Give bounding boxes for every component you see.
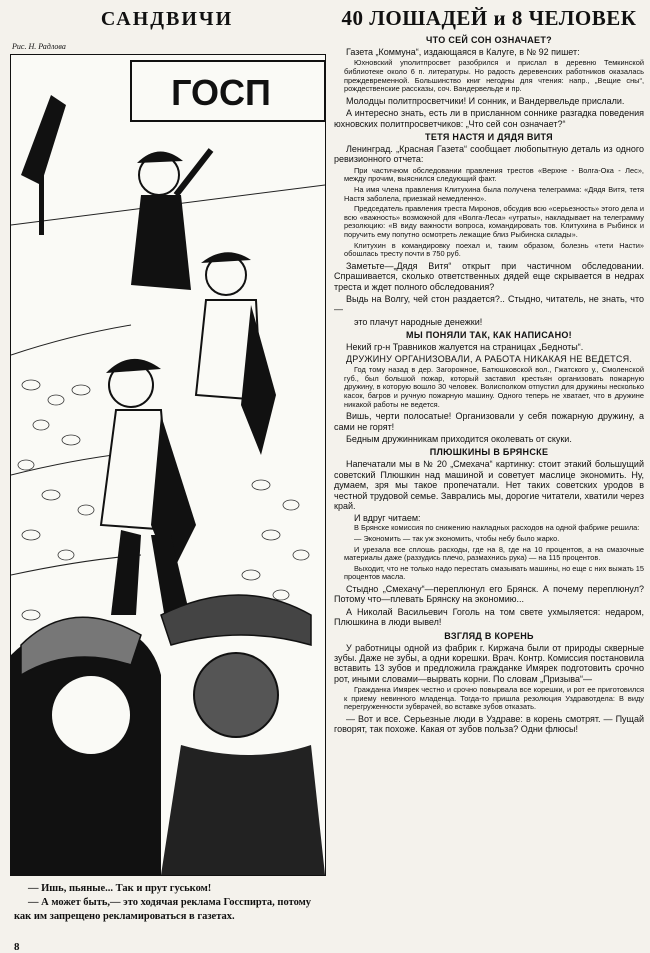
paragraph: Вишь, черти полосатые! Организовали у себя пожарную дружину, а сами не горят! [334, 411, 644, 432]
section-heading: ТЕТЯ НАСТЯ И ДЯДЯ ВИТЯ [425, 132, 553, 142]
paragraph: А интересно знать, есть ли в присланном соннике разгадка поведения юхновских политпросветчиков: „Что сей сон означает?“ [334, 108, 644, 129]
paragraph: Напечатали мы в № 20 „Смехача“ картинку: стоит этакий большущий советский Плюшкин над машиной и советует маслице экономить. Ну, думаем, зря мы такое пропечатали. Нет таких советских уродов в честной трудовой семье. Заврались мы, дорогие читатели, хватили через край. [334, 459, 644, 511]
section-heading: ВЗГЛЯД В КОРЕНЬ [444, 630, 534, 641]
left-column [8, 6, 326, 953]
caption-line: — А может быть,— это ходячая реклама Госспирта, потому как им запрещено рекламироваться в газетах. [14, 897, 312, 922]
quotation: Председатель правления треста Миронов, обсудив всю «серьезность» этого дела и всю «важность» возможной для «Волга-Леса» «утраты», накладывает на телеграмму резолюцию: «В виду важности вопроса, командировать тов. Клитухина в Рыбинск и поручить ему попутно осмотреть лежащие близ Рыбинска склады». [344, 204, 644, 239]
section-aunt-uncle [334, 132, 644, 327]
quotation: На имя члена правления Клитухина была получена телеграмма: «Дядя Витя, тетя Настя заболела, приезжай немедленно». [344, 185, 644, 203]
paragraph: Некий гр-н Травников жалуется на страницах „Бедноты“. [346, 341, 584, 352]
paragraph: Газета „Коммуна“, издающаяся в Калуге, в № 92 пишет: [346, 47, 580, 57]
quotation: Год тому назад в дер. Загорожное, Батюшковской вол., Гжатского у., Смоленской губ., был большой пожар, который заставил крестьян организовать пожарную дружину, в которую вошло 30 человек. Волисполком отпустил для дружины несколько касок, багров и ручную пожарную машину. Одного теперь не хватает, что в дружине никакой работы не ведется. [344, 365, 644, 409]
paragraph: Стыдно „Смехачу“—переплюнул его Брянск. А почему переплюнул? Потому что—плевать Брянску на экономию... [334, 583, 644, 605]
page-number: 8 [14, 941, 20, 953]
section-heading: ЧТО СЕЙ СОН ОЗНАЧАЕТ? [426, 35, 552, 45]
quotation: Выходит, что не только надо перестать смазывать машины, но еще с них выжать 15 процентов масла. [344, 563, 644, 582]
paragraph: Выдь на Волгу, чей стон раздается?.. Стыдно, читатель, не знать, что— [334, 293, 644, 315]
paragraph: это плачут народные денежки! [354, 316, 483, 327]
paragraph: — Вот и все. Серьезные люди в Уздраве: в корень смотрят. — Пущай говорят, так похоже. Какая от зубов польза? Одни флюсы! [334, 714, 644, 735]
paragraph: Ленинград. „Красная Газета“ сообщает любопытную деталь из одного ревизионного отчета: [334, 144, 644, 165]
section-root [334, 631, 644, 735]
paragraph: И вдруг читаем: [354, 513, 421, 524]
section-plyushkins [334, 447, 644, 627]
quotation: И урезала все сплошь расходы, где на 8, где на 10 процентов, а на смазочные материалы даже (раззудись плечо, размахнись рука) — на 115 процентов. [344, 544, 644, 563]
quotation: В Брянске комиссия по снижению накладных расходов на одной фабрике решила: [354, 523, 640, 533]
quotation: Гражданка Имярек честно и срочно повырвала все корешки, и рот ее приготовился к приему невинного младенца. Тогда-то пришла резолюция Уздравотдела: В виду перегруженности зубврачей, во вставке зубов отказать. [344, 685, 644, 712]
quotation: При частичном обследовании правления трестов «Верхне - Волга-Ока - Лес», между прочим, выяснился следующий факт. [344, 165, 644, 184]
cartoon-drawing [11, 55, 325, 875]
section-heading: ПЛЮШКИНЫ В БРЯНСКЕ [429, 447, 549, 458]
quotation: Юхновский уполитпросвет разобрился и прислал в деревню Темкинской библиотеке около 6 п. литературы. Но радость деревенских работников оказалась преждевременной. Большинство книг негодны для чтения: напр., „Вещие сны“, рождественские рассказы, соч. Вандервельде и пр. [344, 58, 644, 94]
cartoon-caption [14, 882, 324, 924]
section-subheading: ДРУЖИНУ ОРГАНИЗОВАЛИ, А РАБОТА НИКАКАЯ НЕ ВЕДЕТСЯ. [346, 354, 632, 365]
paragraph: Молодцы политпросветчики! И сонник, и Вандервельде прислали. [346, 95, 625, 106]
left-title: САНДВИЧИ [100, 8, 234, 30]
cartoon-illustration [10, 54, 326, 876]
paragraph: Бедным дружинникам приходится околевать от скуки. [346, 433, 572, 444]
paragraph: У работницы одной из фабрик г. Киржача были от природы скверные зубы. Даже не зубы, а одни корешки. Врач. Контр. Комиссия постановила вставить 13 зубов и предложила гражданке Имярек подготовить срочно рот, иными словами—вырвать корни. По словам „Призыва“— [334, 642, 644, 684]
section-dream [334, 35, 644, 129]
quotation: — Экономить — так уж экономить, чтобы небу было жарко. [354, 534, 560, 543]
paragraph: Заметьте—„Дядя Витя“ открыт при частичном обследовании. Спрашивается, сколько ответственных дядей еще скрывается в недрах треста и ждет полного обследования? [334, 260, 644, 292]
caption-line: — Ишь, пьяные... Так и прут гуськом! [28, 883, 212, 894]
paragraph: А Николай Васильевич Гоголь на том свете ухмыляется: недаром, Плюшкина в люди вывел! [334, 606, 644, 628]
article-title: 40 ЛОШАДЕЙ и 8 ЧЕЛОВЕК [341, 6, 637, 30]
section-heading: МЫ ПОНЯЛИ ТАК, КАК НАПИСАНО! [406, 329, 572, 340]
quotation: Клитухин в командировку поехал и, таким образом, болезнь «тети Насти» обошлась тресту почти в 750 руб. [344, 240, 644, 259]
illustration-credit: Рис. Н. Радлова [12, 42, 66, 51]
section-understood [334, 330, 644, 445]
right-column [334, 6, 644, 946]
shop-sign-text: ГОСП [171, 72, 271, 113]
